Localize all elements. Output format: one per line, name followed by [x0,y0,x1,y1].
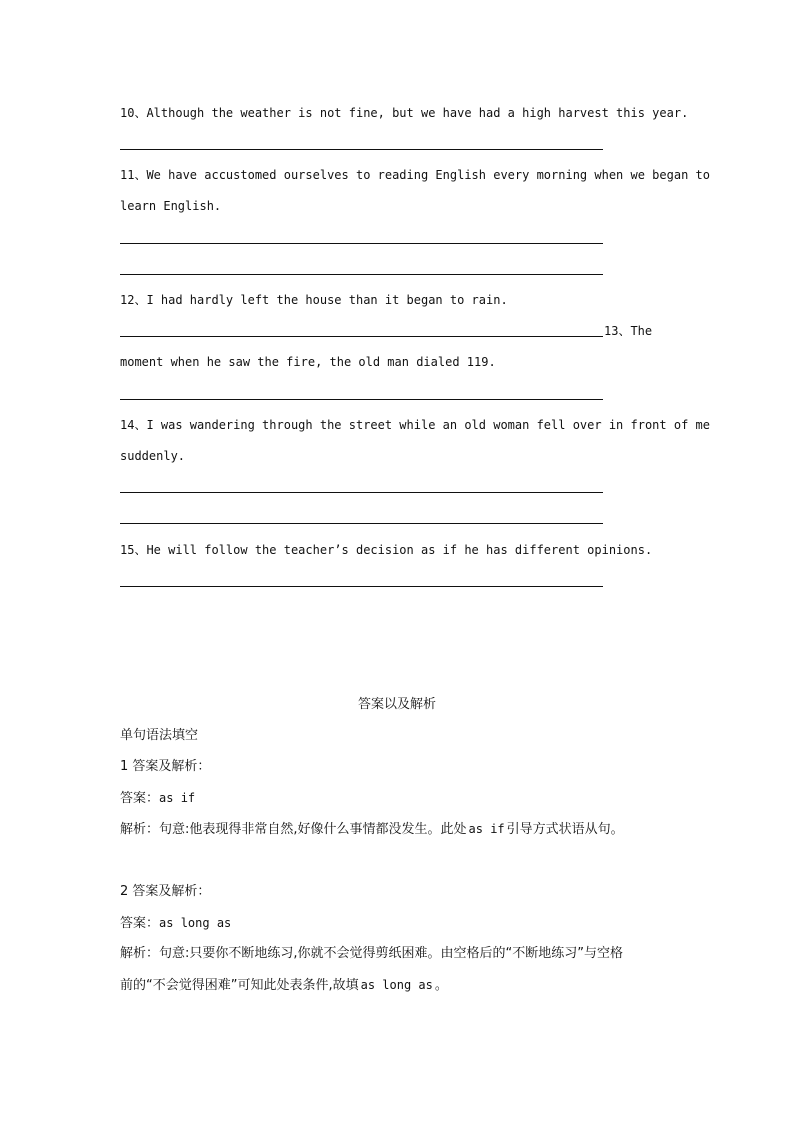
question-11-line1: 11、We have accustomed ourselves to reading English every morning when we began to [120,168,710,182]
analysis-label: 解析： [120,822,160,837]
answer-value: as long as [159,916,232,930]
answer-line [120,523,603,524]
answer-2-analysis-line1 [120,946,623,962]
answer-line [120,492,603,493]
answer-line [120,149,603,150]
answer-label: 答案： [120,916,160,931]
answer-2-header: 2 答案及解析： [120,884,211,899]
answer-line [120,336,603,337]
answers-title: 答案以及解析 [357,697,436,712]
analysis-text: 前的“不会觉得困难”可知此处表条件,故填 [120,978,359,993]
answer-line [120,586,603,587]
analysis-code: as long as [360,978,433,992]
answer-line [120,274,603,275]
analysis-text: 。 [434,978,448,993]
question-10: 10、Although the weather is not fine, but we have had a high harvest this year. [120,106,689,120]
question-12: 12、I had hardly left the house than it began to rain. [120,293,508,307]
question-14-line2: suddenly. [120,449,186,463]
answer-label: 答案： [120,791,160,806]
analysis-text: 句意:只要你不断地练习,你就不会觉得剪纸困难。由空格后的“不断地练习”与空格 [159,946,623,961]
analysis-text: 引导方式状语从句。 [506,822,624,837]
answer-line [120,399,603,400]
answer-2-analysis-line2 [120,977,448,994]
answer-2-answer [120,915,231,932]
analysis-label: 解析： [120,946,160,961]
answer-1-header: 1 答案及解析： [120,759,211,774]
analysis-text: 句意:他表现得非常自然,好像什么事情都没发生。此处 [159,822,467,837]
analysis-code: as if [468,822,505,836]
answer-1-answer [120,790,195,807]
answer-1-analysis [120,821,624,838]
question-13-start: 13、The [604,324,653,338]
answer-line [120,243,603,244]
question-15: 15、He will follow the teacher’s decision as if he has different opinions. [120,543,653,557]
section-heading: 单句语法填空 [120,728,199,743]
question-11-line2: learn English. [120,199,222,213]
answer-value: as if [159,791,196,805]
question-13-line2: moment when he saw the fire, the old man dialed 119. [120,355,496,369]
question-14-line1: 14、I was wandering through the street while an old woman fell over in front of me [120,418,710,432]
